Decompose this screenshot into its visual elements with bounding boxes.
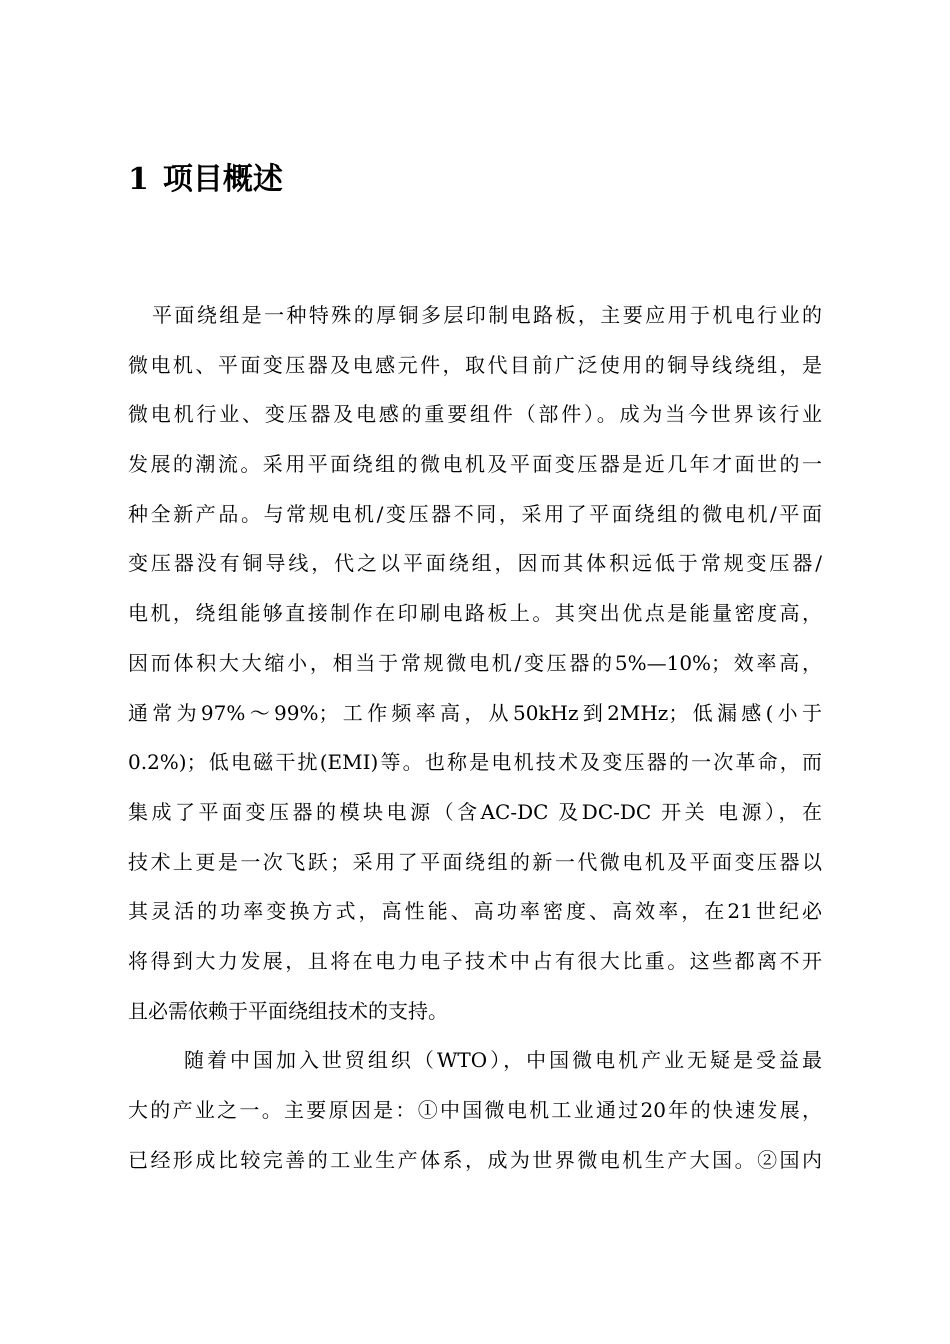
body-text xyxy=(128,291,822,1185)
text-line: 发展的潮流。采用平面绕组的微电机及平面变压器是近几年才面世的一 xyxy=(128,452,822,477)
text-line: 微电机行业、变压器及电感的重要组件（部件）。成为当今世界该行业 xyxy=(128,402,822,427)
text-line: 其灵活的功率变换方式，高性能、高功率密度、高效率，在21世纪必 xyxy=(128,899,822,924)
paragraph-2 xyxy=(128,1036,822,1185)
section-heading xyxy=(128,152,283,208)
text-line: 微电机、平面变压器及电感元件，取代目前广泛使用的铜导线绕组，是 xyxy=(128,352,822,377)
text-line: 已经形成比较完善的工业生产体系，成为世界微电机生产大国。②国内 xyxy=(128,1147,822,1172)
text-line: 因而体积大大缩小，相当于常规微电机/变压器的5%—10%；效率高， xyxy=(128,650,822,675)
text-line: 集成了平面变压器的模块电源（含AC-DC 及DC-DC 开关 电源），在 xyxy=(128,799,822,824)
section-number: 1 xyxy=(128,162,149,197)
text-line: 大的产业之一。主要原因是：①中国微电机工业通过20年的快速发展， xyxy=(128,1098,822,1122)
text-line: 种全新产品。与常规电机/变压器不同，采用了平面绕组的微电机/平面 xyxy=(128,501,822,526)
text-line: 技术上更是一次飞跃；采用了平面绕组的新一代微电机及平面变压器以 xyxy=(128,849,822,874)
text-line: 变压器没有铜导线，代之以平面绕组，因而其体积远低于常规变压器/ xyxy=(128,551,822,576)
text-line: 0.2%)；低电磁干扰(EMI)等。也称是电机技术及变压器的一次革命，而 xyxy=(128,750,822,775)
paragraph-1 xyxy=(128,291,822,1036)
text-line: 电机，绕组能够直接制作在印刷电路板上。其突出优点是能量密度高， xyxy=(128,601,822,626)
text-line: 通常为97%～99%；工作频率高，从50kHz到2MHz；低漏感(小于 xyxy=(128,700,822,725)
text-line: 平面绕组是一种特殊的厚铜多层印制电路板，主要应用于机电行业的 xyxy=(152,303,822,327)
section-title: 项目概述 xyxy=(162,162,283,197)
text-line: 且必需依赖于平面绕组技术的支持。 xyxy=(128,998,448,1023)
text-line: 将得到大力发展，且将在电力电子技术中占有很大比重。这些都离不开 xyxy=(128,948,822,973)
text-line: 随着中国加入世贸组织（WTO），中国微电机产业无疑是受益最 xyxy=(184,1048,822,1073)
